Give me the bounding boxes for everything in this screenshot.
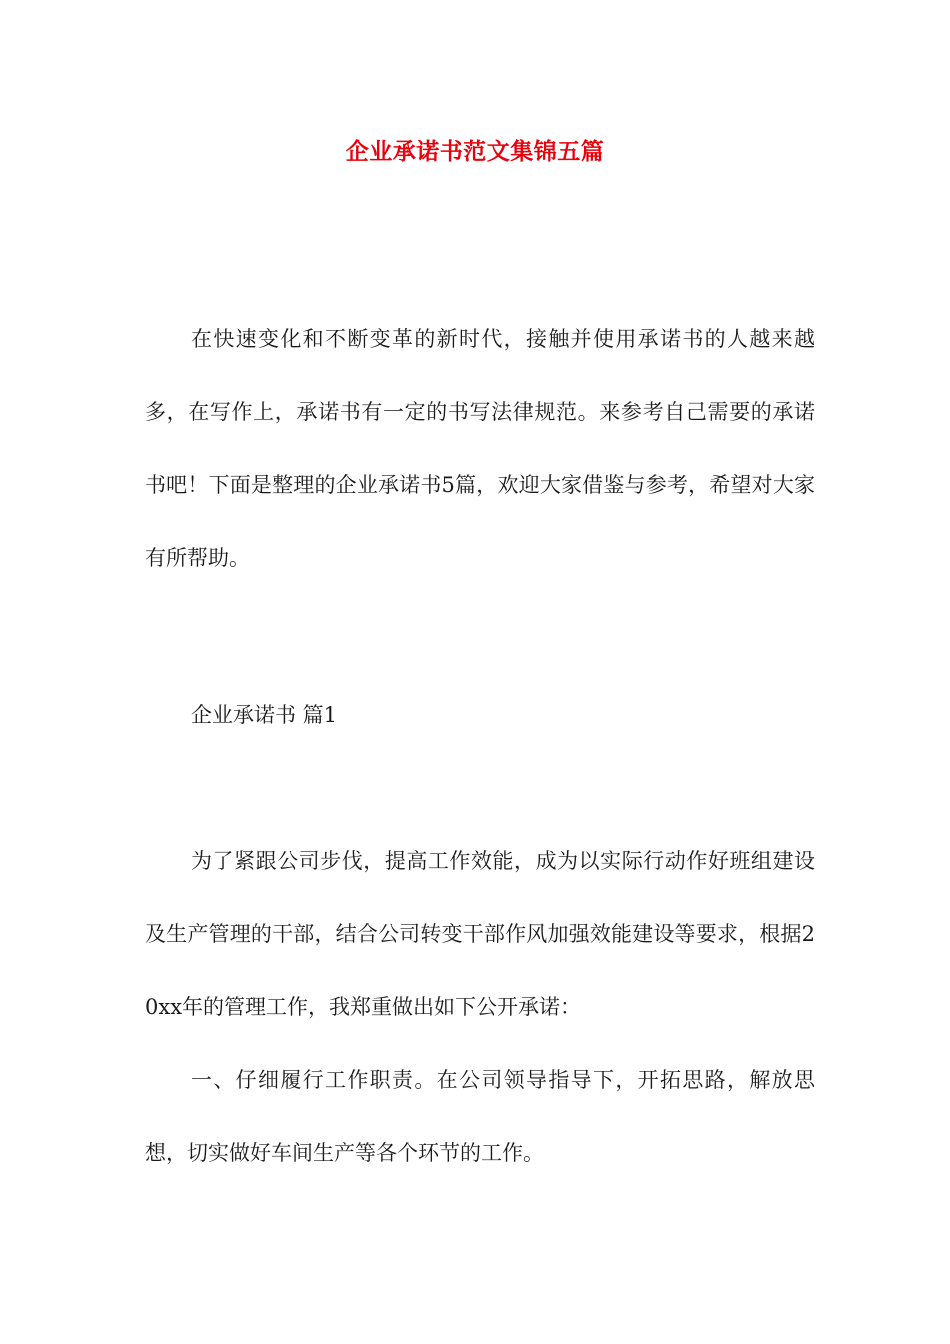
document-title: 企业承诺书范文集锦五篇 [345, 138, 605, 165]
body-paragraph-1: 为了紧跟公司步伐，提高工作效能，成为以实际行动作好班组建设及生产管理的干部，结合公司转变干部作风加强效能建设等要求，根据20xx年的管理工作，我郑重做出如下公开承诺： [145, 849, 815, 1019]
section-heading: 企业承诺书 篇1 [191, 703, 338, 727]
body-paragraph-2: 一、仔细履行工作职责。在公司领导指导下，开拓思路，解放思想，切实做好车间生产等各个环节的工作。 [145, 1068, 815, 1165]
intro-paragraph: 在快速变化和不断变革的新时代，接触并使用承诺书的人越来越多，在写作上，承诺书有一定的书写法律规范。来参考自己需要的承诺书吧！下面是整理的企业承诺书5篇，欢迎大家借鉴与参考，希望对大家有所帮助。 [145, 327, 815, 570]
